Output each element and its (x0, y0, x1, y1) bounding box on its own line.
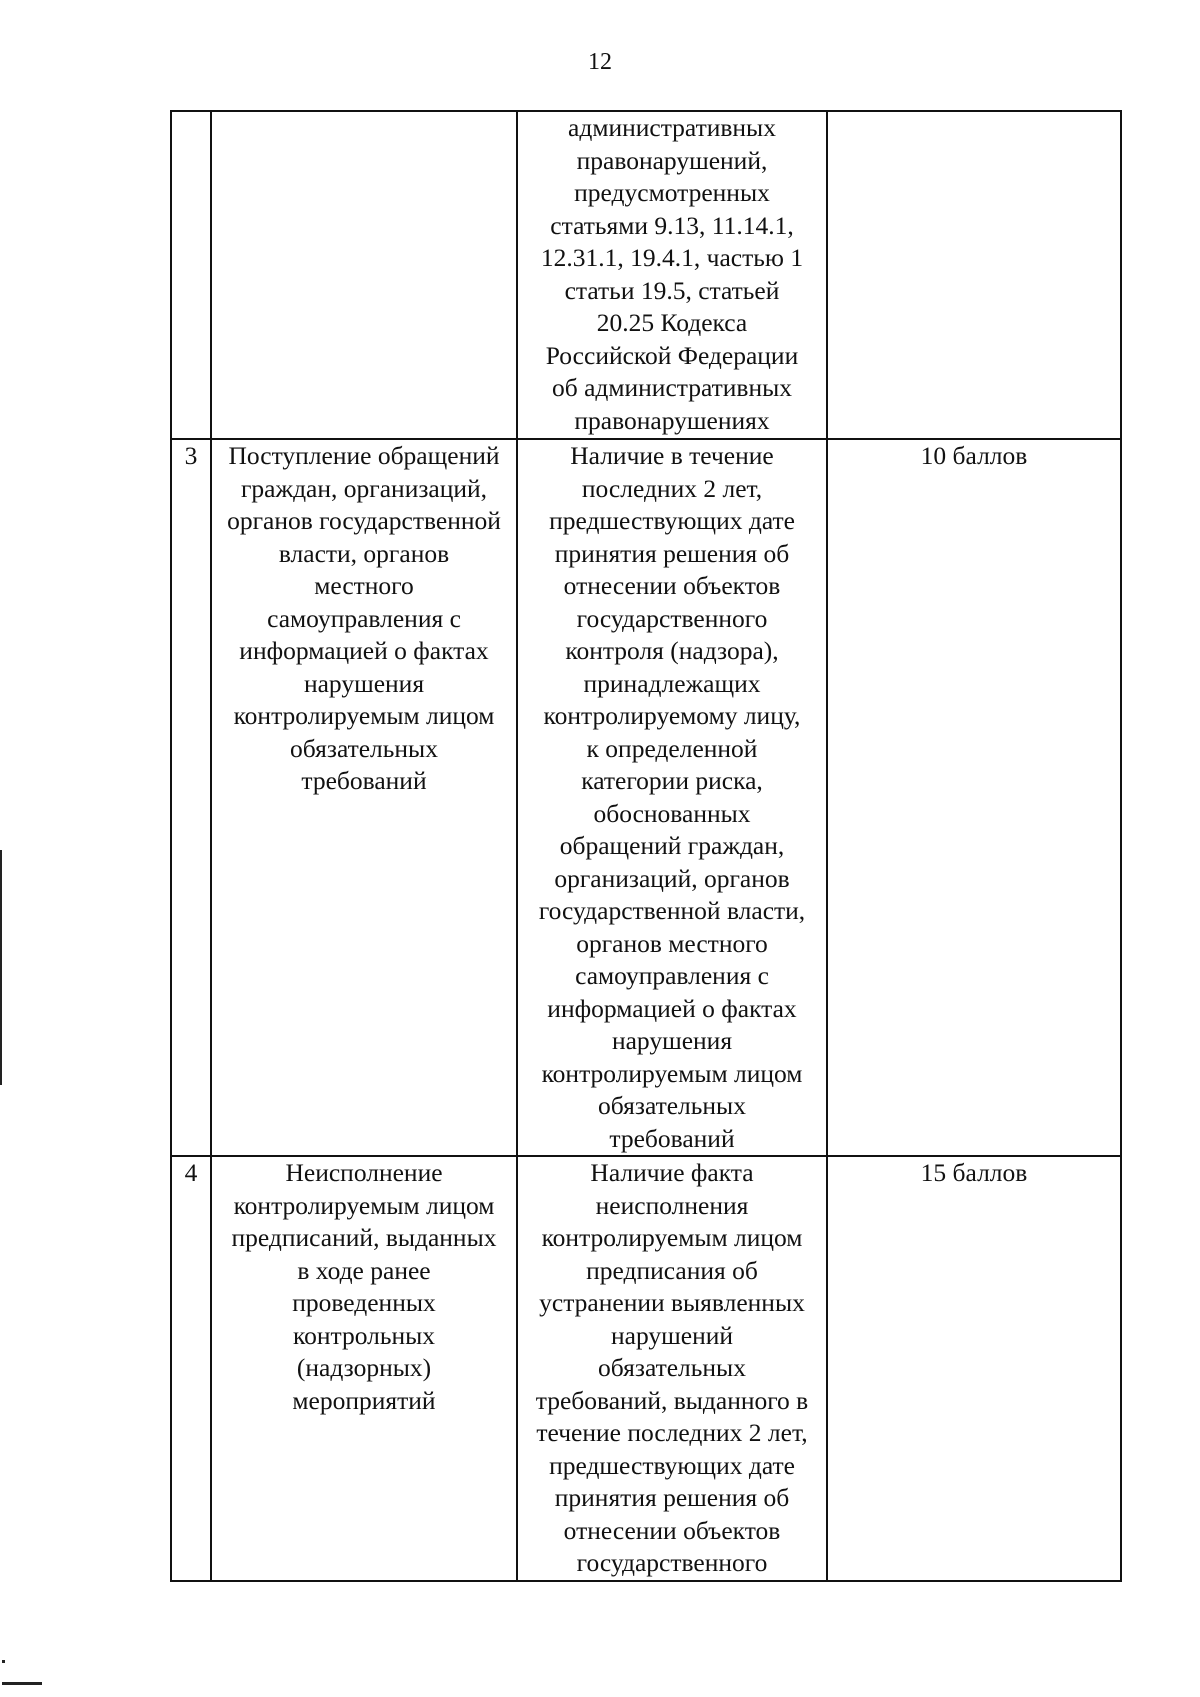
criterion-cell (211, 111, 517, 439)
scan-edge-mark (0, 850, 2, 1085)
description-cell: Наличие факта неисполнения контролируемым лицом предписания об устранении выявленных нарушений обязательных требований, выданного в течение последних 2 лет, предшествующих дате принятия решения об отнесении объектов государственного (517, 1156, 827, 1581)
table-row (171, 439, 1121, 1156)
page-number: 12 (588, 49, 612, 75)
description-cell: административных правонарушений, предусмотренных статьями 9.13, 11.14.1, 12.31.1, 19.4.1, частью 1 статьи 19.5, статьей 20.25 Кодекса Российской Федерации об административных правонарушениях (517, 111, 827, 439)
row-number-cell: 4 (171, 1156, 211, 1581)
table-row (171, 111, 1121, 439)
table-row (171, 1156, 1121, 1581)
risk-criteria-table (170, 110, 1122, 1582)
row-number-cell: 3 (171, 439, 211, 1156)
points-cell: 15 баллов (827, 1156, 1121, 1581)
points-cell: 10 баллов (827, 439, 1121, 1156)
scan-edge-mark (2, 1660, 5, 1663)
scan-edge-mark (2, 1682, 42, 1685)
points-cell (827, 111, 1121, 439)
description-cell: Наличие в течение последних 2 лет, предшествующих дате принятия решения об отнесении объектов государственного контроля (надзора), принадлежащих контролируемому лицу, к определенной категории риска, обоснованных обращений граждан, организаций, органов государственной власти, органов местного самоуправления с информацией о фактах нарушения контролируемым лицом обязательных требований (517, 439, 827, 1156)
criterion-cell: Неисполнение контролируемым лицом предписаний, выданных в ходе ранее проведенных контрольных (надзорных) мероприятий (211, 1156, 517, 1581)
criterion-cell: Поступление обращений граждан, организаций, органов государственной власти, органов местного самоуправления с информацией о фактах нарушения контролируемым лицом обязательных требований (211, 439, 517, 1156)
row-number-cell (171, 111, 211, 439)
